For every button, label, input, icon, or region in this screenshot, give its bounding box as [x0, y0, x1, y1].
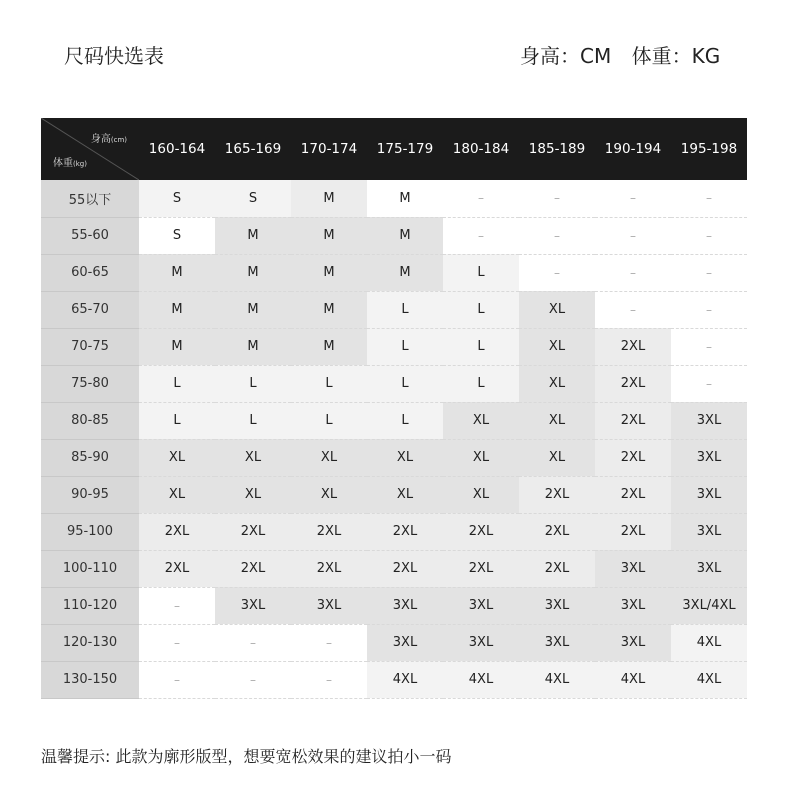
size-cell: XL: [519, 439, 595, 476]
row-header-weight: 120-130: [41, 624, 139, 661]
size-cell: 3XL: [595, 624, 671, 661]
size-cell: –: [519, 254, 595, 291]
size-cell: M: [291, 180, 367, 217]
size-cell: –: [519, 217, 595, 254]
size-cell: M: [367, 217, 443, 254]
size-cell: XL: [367, 476, 443, 513]
row-header-weight: 95-100: [41, 513, 139, 550]
size-cell: L: [215, 365, 291, 402]
size-cell: XL: [519, 402, 595, 439]
table-row: [41, 476, 747, 513]
table-row: [41, 587, 747, 624]
size-cell: –: [291, 624, 367, 661]
table-row: [41, 291, 747, 328]
table-row: [41, 624, 747, 661]
size-cell: 3XL: [215, 587, 291, 624]
size-cell: –: [671, 217, 747, 254]
size-cell: –: [519, 180, 595, 217]
size-cell: XL: [519, 328, 595, 365]
size-cell: 3XL/4XL: [671, 587, 747, 624]
size-cell: 3XL: [671, 402, 747, 439]
table-row: [41, 439, 747, 476]
size-cell: –: [139, 587, 215, 624]
size-chart-table: [41, 118, 747, 699]
size-cell: XL: [519, 291, 595, 328]
table-row: [41, 217, 747, 254]
size-cell: –: [671, 328, 747, 365]
size-cell: –: [671, 291, 747, 328]
size-cell: –: [671, 365, 747, 402]
size-cell: 2XL: [139, 513, 215, 550]
column-header-height: 190-194: [604, 141, 662, 157]
size-cell: M: [215, 328, 291, 365]
size-cell: M: [215, 291, 291, 328]
size-cell: L: [367, 328, 443, 365]
size-cell: –: [595, 180, 671, 217]
size-cell: XL: [291, 476, 367, 513]
size-cell: L: [443, 328, 519, 365]
column-header-height: 170-174: [300, 141, 358, 157]
size-cell: XL: [443, 402, 519, 439]
size-cell: 2XL: [443, 550, 519, 587]
footer-note: 温馨提示: 此款为廓形版型，想要宽松效果的建议拍小一码: [41, 747, 452, 766]
row-header-weight: 60-65: [41, 254, 139, 291]
size-cell: XL: [291, 439, 367, 476]
size-cell: 2XL: [367, 550, 443, 587]
unit-legend: [520, 40, 734, 69]
size-cell: 2XL: [519, 550, 595, 587]
table-header-row: [41, 118, 747, 180]
size-cell: –: [139, 624, 215, 661]
size-cell: –: [291, 661, 367, 698]
table-row: [41, 402, 747, 439]
size-cell: M: [291, 254, 367, 291]
size-cell: –: [443, 180, 519, 217]
size-cell: –: [595, 291, 671, 328]
size-cell: 3XL: [595, 550, 671, 587]
size-cell: M: [139, 328, 215, 365]
size-cell: 2XL: [139, 550, 215, 587]
size-cell: 2XL: [215, 550, 291, 587]
size-cell: 4XL: [595, 661, 671, 698]
diagonal-divider: [41, 118, 139, 180]
size-cell: –: [595, 217, 671, 254]
size-cell: 3XL: [671, 439, 747, 476]
size-cell: L: [291, 402, 367, 439]
size-cell: L: [367, 402, 443, 439]
size-cell: L: [367, 365, 443, 402]
row-header-weight: 90-95: [41, 476, 139, 513]
size-cell: L: [291, 365, 367, 402]
size-cell: M: [215, 254, 291, 291]
size-cell: 4XL: [367, 661, 443, 698]
column-header-height: 185-189: [528, 141, 586, 157]
table-row: [41, 513, 747, 550]
size-cell: 2XL: [367, 513, 443, 550]
size-cell: 4XL: [671, 661, 747, 698]
size-cell: –: [443, 217, 519, 254]
column-header-height: 195-198: [680, 141, 738, 157]
column-header-height: 175-179: [376, 141, 434, 157]
size-cell: XL: [215, 439, 291, 476]
size-cell: 3XL: [367, 624, 443, 661]
size-cell: M: [139, 254, 215, 291]
size-cell: XL: [443, 476, 519, 513]
row-header-weight: 85-90: [41, 439, 139, 476]
size-cell: 3XL: [443, 624, 519, 661]
size-cell: M: [291, 291, 367, 328]
size-cell: XL: [367, 439, 443, 476]
row-header-weight: 75-80: [41, 365, 139, 402]
size-cell: 2XL: [595, 476, 671, 513]
size-cell: –: [671, 180, 747, 217]
row-header-weight: 110-120: [41, 587, 139, 624]
size-cell: 4XL: [519, 661, 595, 698]
row-header-weight: 130-150: [41, 661, 139, 698]
size-cell: 2XL: [519, 476, 595, 513]
size-cell: 3XL: [671, 476, 747, 513]
corner-height-label: 身高(cm): [90, 134, 127, 145]
size-cell: 2XL: [595, 439, 671, 476]
size-cell: S: [139, 180, 215, 217]
size-cell: 2XL: [291, 550, 367, 587]
size-cell: L: [139, 402, 215, 439]
size-cell: XL: [519, 365, 595, 402]
size-cell: 2XL: [443, 513, 519, 550]
size-cell: L: [139, 365, 215, 402]
size-cell: –: [595, 254, 671, 291]
size-cell: 2XL: [595, 513, 671, 550]
size-cell: 2XL: [519, 513, 595, 550]
size-cell: 3XL: [671, 513, 747, 550]
size-cell: M: [291, 328, 367, 365]
table-row: [41, 550, 747, 587]
size-cell: 3XL: [519, 587, 595, 624]
size-cell: L: [443, 365, 519, 402]
size-cell: 2XL: [595, 365, 671, 402]
size-cell: 3XL: [443, 587, 519, 624]
size-cell: L: [215, 402, 291, 439]
size-cell: 3XL: [595, 587, 671, 624]
size-cell: M: [139, 291, 215, 328]
size-cell: M: [367, 180, 443, 217]
row-header-weight: 65-70: [41, 291, 139, 328]
size-cell: L: [443, 254, 519, 291]
size-cell: 3XL: [367, 587, 443, 624]
table-corner-cell: [41, 118, 139, 180]
size-cell: –: [671, 254, 747, 291]
row-header-weight: 55-60: [41, 217, 139, 254]
size-cell: XL: [139, 439, 215, 476]
size-cell: 2XL: [291, 513, 367, 550]
size-cell: XL: [139, 476, 215, 513]
corner-weight-label: 体重(kg): [53, 158, 87, 169]
table-body: [41, 180, 747, 698]
row-header-weight: 55以下: [41, 180, 139, 217]
table-row: [41, 254, 747, 291]
size-cell: S: [215, 180, 291, 217]
weight-unit-label: 体重：KG: [631, 44, 721, 68]
table-row: [41, 180, 747, 217]
size-cell: –: [215, 661, 291, 698]
size-cell: L: [367, 291, 443, 328]
size-cell: M: [215, 217, 291, 254]
size-cell: 2XL: [215, 513, 291, 550]
size-cell: –: [215, 624, 291, 661]
page-title: 尺码快选表: [64, 44, 164, 68]
size-cell: 3XL: [671, 550, 747, 587]
size-cell: 3XL: [291, 587, 367, 624]
column-header-height: 160-164: [148, 141, 206, 157]
column-header-height: 165-169: [224, 141, 282, 157]
size-cell: M: [367, 254, 443, 291]
row-header-weight: 70-75: [41, 328, 139, 365]
size-cell: –: [139, 661, 215, 698]
size-cell: XL: [215, 476, 291, 513]
size-cell: 2XL: [595, 402, 671, 439]
size-cell: S: [139, 217, 215, 254]
size-cell: 4XL: [443, 661, 519, 698]
size-cell: 3XL: [519, 624, 595, 661]
row-header-weight: 80-85: [41, 402, 139, 439]
size-cell: 2XL: [595, 328, 671, 365]
height-unit-label: 身高：CM: [520, 44, 612, 68]
table-row: [41, 661, 747, 698]
size-cell: M: [291, 217, 367, 254]
table-row: [41, 328, 747, 365]
size-cell: L: [443, 291, 519, 328]
row-header-weight: 100-110: [41, 550, 139, 587]
size-cell: 4XL: [671, 624, 747, 661]
table-row: [41, 365, 747, 402]
size-cell: XL: [443, 439, 519, 476]
column-header-height: 180-184: [452, 141, 510, 157]
